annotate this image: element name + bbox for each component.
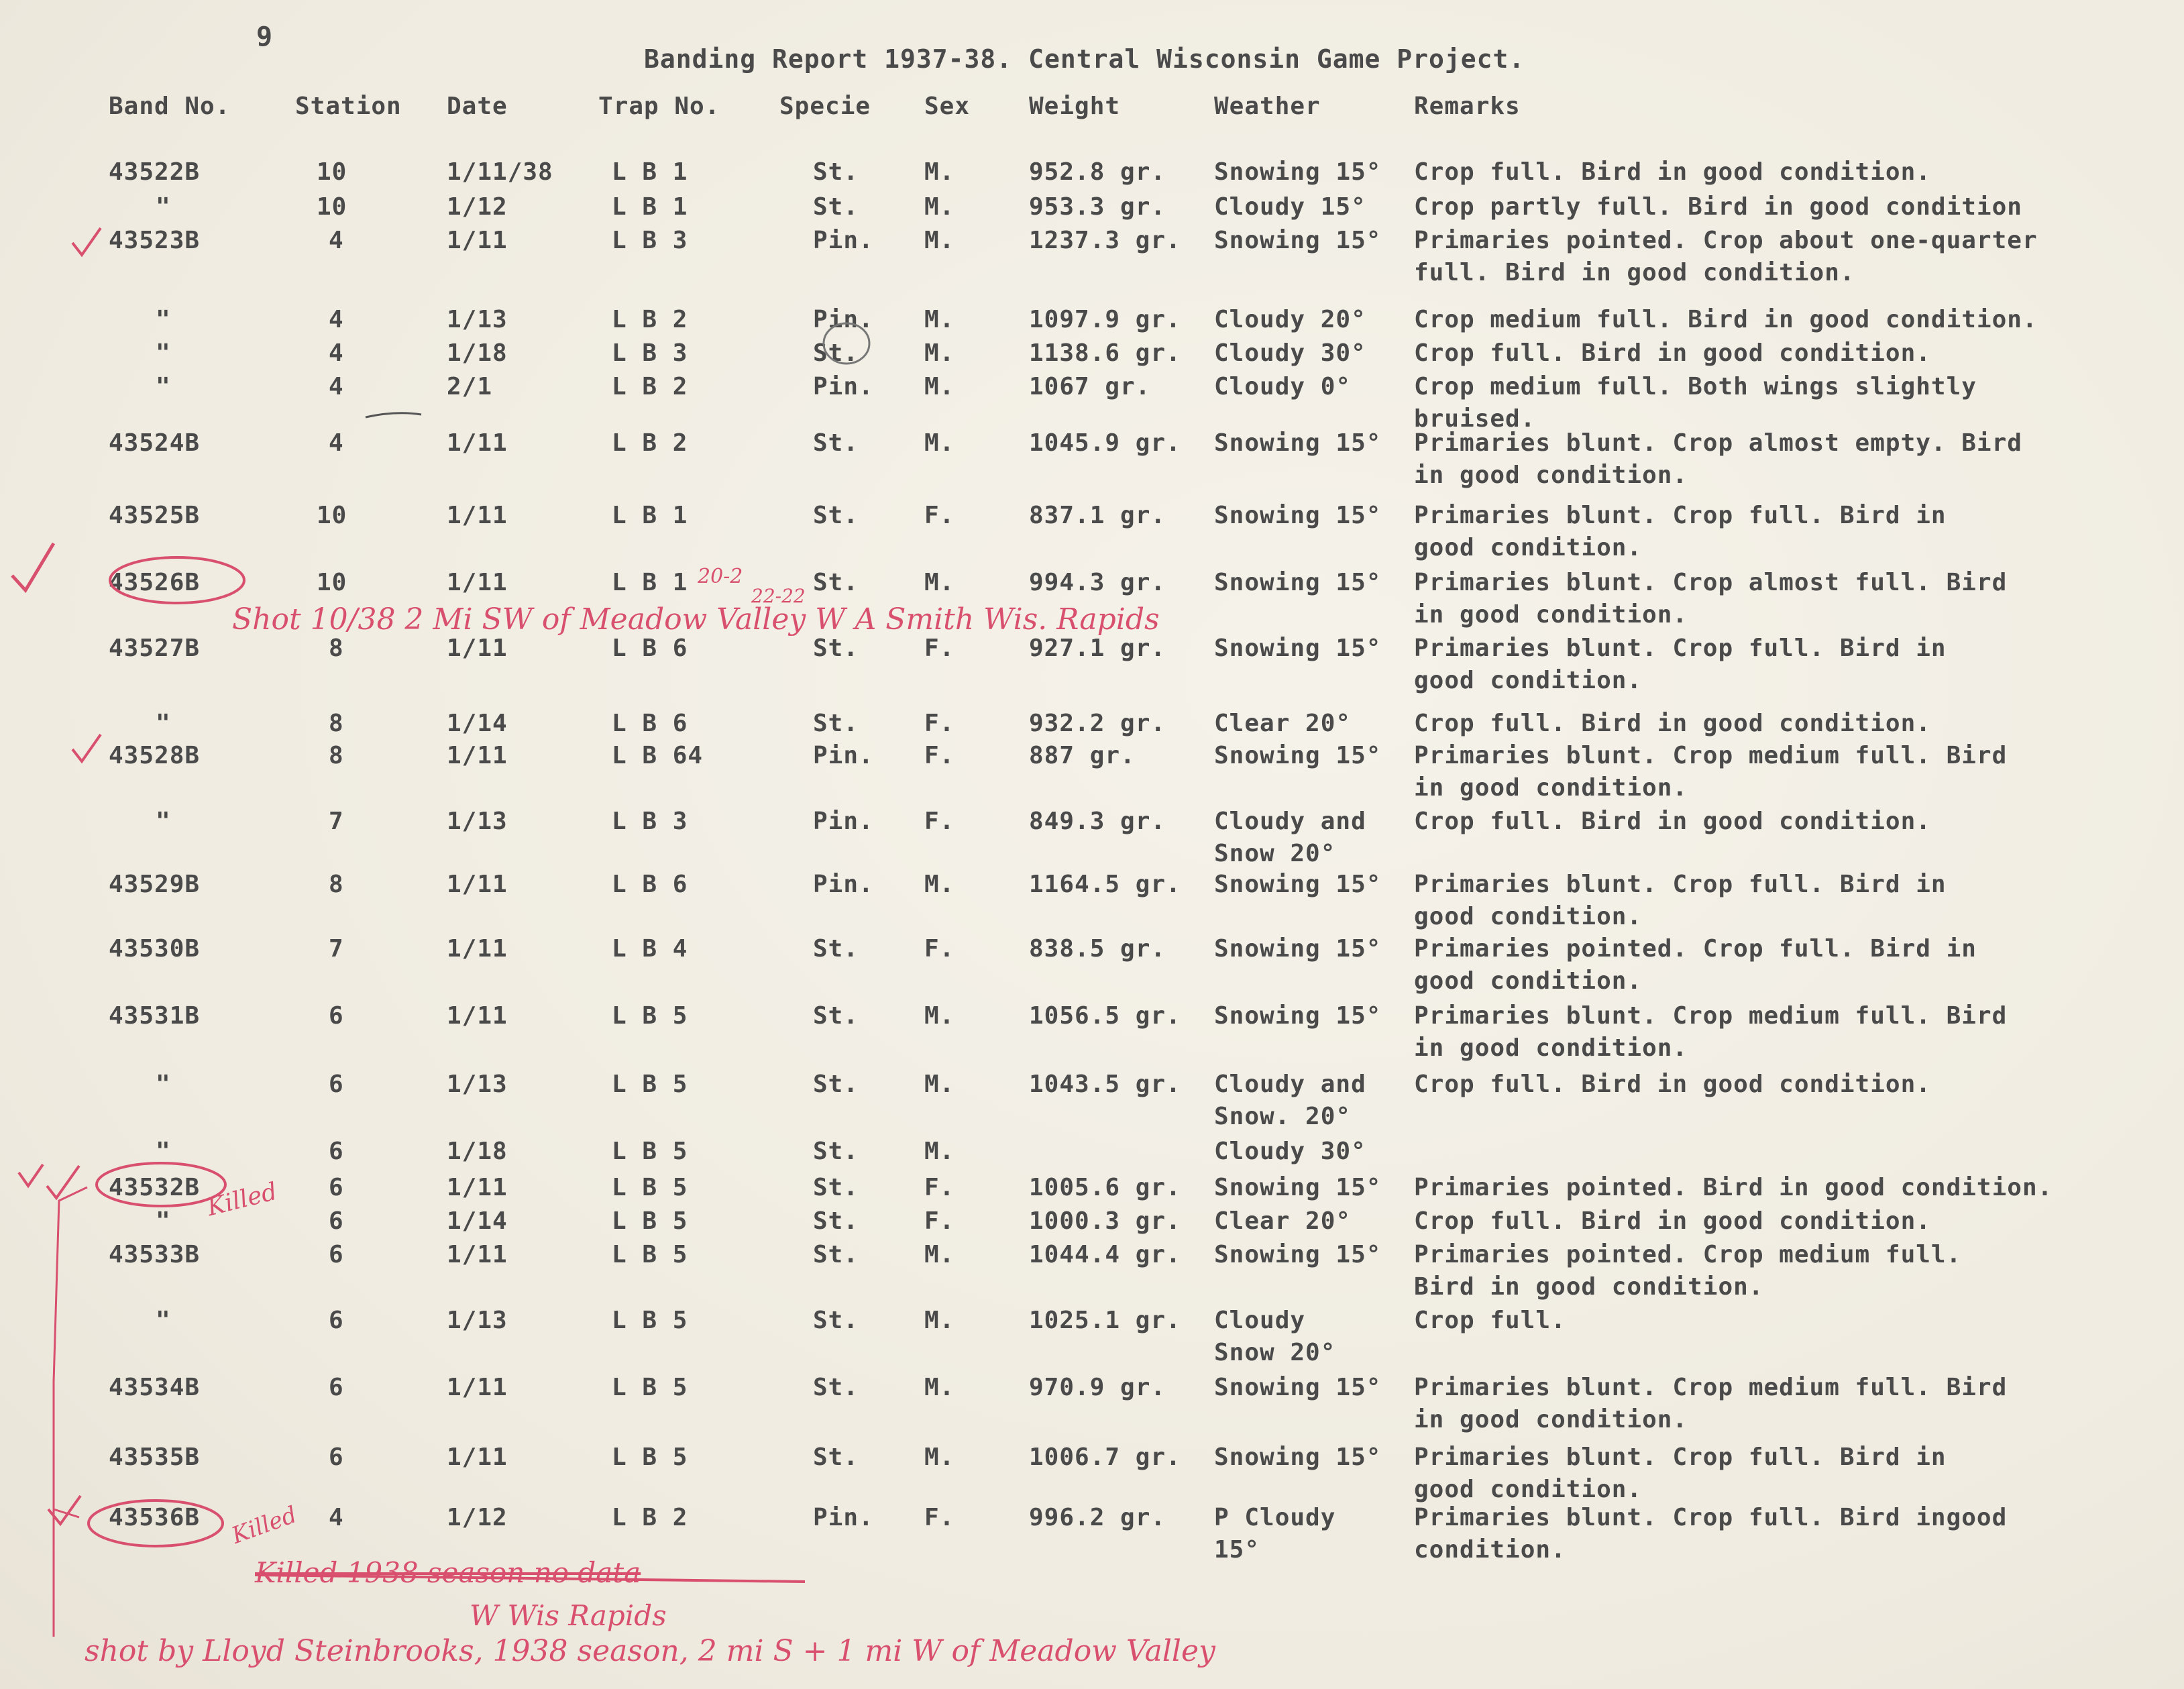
cell-band-no: 43536B bbox=[109, 1504, 201, 1531]
cell-specie: Pin. bbox=[813, 1504, 874, 1531]
cell-date: 1/18 bbox=[447, 339, 508, 367]
cell-sex: M. bbox=[924, 1138, 955, 1165]
cell-remarks: Primaries blunt. Crop medium full. Bird bbox=[1414, 1374, 2008, 1401]
cell-station: 6 bbox=[329, 1241, 344, 1268]
cell-weight: 927.1 gr. bbox=[1029, 635, 1166, 662]
cell-remarks: Primaries pointed. Bird in good condition. bbox=[1414, 1174, 2053, 1201]
cell-station: 7 bbox=[329, 935, 344, 963]
column-header-specie: Specie bbox=[779, 93, 871, 120]
cell-remarks: good condition. bbox=[1414, 903, 1643, 930]
cell-sex: F. bbox=[924, 808, 955, 835]
pencil-tick bbox=[366, 413, 421, 417]
cell-remarks: good condition. bbox=[1414, 967, 1643, 995]
specie-circle bbox=[824, 323, 869, 364]
cell-trap-no: L B 5 bbox=[612, 1138, 688, 1165]
cell-band-no: " bbox=[156, 1307, 171, 1334]
cell-date: 2/1 bbox=[447, 373, 493, 400]
annotation-killed: Killed bbox=[228, 1501, 301, 1549]
cell-weight: 970.9 gr. bbox=[1029, 1374, 1166, 1401]
cell-sex: M. bbox=[924, 1071, 955, 1098]
cell-specie: Pin. bbox=[813, 306, 874, 333]
cell-band-no: " bbox=[156, 1138, 171, 1165]
cell-remarks: Primaries blunt. Crop full. Bird in bbox=[1414, 502, 1947, 529]
cell-station: 10 bbox=[317, 158, 347, 186]
cell-weight: 952.8 gr. bbox=[1029, 158, 1166, 186]
cell-station: 4 bbox=[329, 339, 344, 367]
cell-trap-no: L B 2 bbox=[612, 429, 688, 457]
cell-weight: 1067 gr. bbox=[1029, 373, 1151, 400]
cell-specie: St. bbox=[813, 1241, 859, 1268]
cell-weight: 1138.6 gr. bbox=[1029, 339, 1181, 367]
cell-specie: St. bbox=[813, 502, 859, 529]
cell-weather: Cloudy 20° bbox=[1214, 306, 1366, 333]
cell-sex: M. bbox=[924, 158, 955, 186]
column-header-band-no: Band No. bbox=[109, 93, 231, 120]
cell-weight: 1043.5 gr. bbox=[1029, 1071, 1181, 1098]
annotation-shot-note: shot by Lloyd Steinbrooks, 1938 season, 2 mi S + 1 mi W of Meadow Valley bbox=[85, 1634, 1215, 1668]
cell-specie: St. bbox=[813, 1071, 859, 1098]
column-header-weather: Weather bbox=[1214, 93, 1321, 120]
cell-weather: Snowing 15° bbox=[1214, 1174, 1382, 1201]
check-mark bbox=[19, 1164, 43, 1186]
cell-sex: M. bbox=[924, 373, 955, 400]
cell-station: 6 bbox=[329, 1307, 344, 1334]
cell-specie: St. bbox=[813, 935, 859, 963]
cell-remarks: bruised. bbox=[1414, 405, 1536, 433]
check-mark bbox=[72, 228, 101, 255]
cell-weight: 1000.3 gr. bbox=[1029, 1207, 1181, 1235]
cell-remarks: Crop full. Bird in good condition. bbox=[1414, 158, 1931, 186]
cell-trap-no: L B 5 bbox=[612, 1174, 688, 1201]
cell-weight: 932.2 gr. bbox=[1029, 710, 1166, 737]
cell-band-no: " bbox=[156, 808, 171, 835]
cell-trap-no: L B 1 bbox=[612, 569, 688, 596]
cell-weather: Snowing 15° bbox=[1214, 871, 1382, 898]
cell-band-no: 43522B bbox=[109, 158, 201, 186]
cell-weight: 849.3 gr. bbox=[1029, 808, 1166, 835]
cell-date: 1/11 bbox=[447, 1443, 508, 1471]
cell-specie: St. bbox=[813, 635, 859, 662]
cell-weather: Cloudy and bbox=[1214, 808, 1366, 835]
cell-weight: 837.1 gr. bbox=[1029, 502, 1166, 529]
cell-weather: Snowing 15° bbox=[1214, 1443, 1382, 1471]
cell-station: 4 bbox=[329, 429, 344, 457]
cell-weight: 887 gr. bbox=[1029, 742, 1136, 769]
cell-sex: M. bbox=[924, 306, 955, 333]
cell-specie: St. bbox=[813, 569, 859, 596]
cell-station: 6 bbox=[329, 1443, 344, 1471]
cell-sex: F. bbox=[924, 742, 955, 769]
cell-weather: Clear 20° bbox=[1214, 1207, 1352, 1235]
cell-weather: Snowing 15° bbox=[1214, 635, 1382, 662]
cell-trap-no: L B 5 bbox=[612, 1207, 688, 1235]
cell-trap-no: L B 64 bbox=[612, 742, 704, 769]
cell-remarks: Crop full. Bird in good condition. bbox=[1414, 339, 1931, 367]
cell-remarks: Crop full. Bird in good condition. bbox=[1414, 710, 1931, 737]
cell-band-no: 43529B bbox=[109, 871, 201, 898]
cell-station: 8 bbox=[329, 710, 344, 737]
cell-trap-no: L B 5 bbox=[612, 1002, 688, 1030]
cell-weight: 1044.4 gr. bbox=[1029, 1241, 1181, 1268]
page-title: Banding Report 1937-38. Central Wisconsin Game Project. bbox=[644, 44, 1525, 74]
cell-trap-no: L B 5 bbox=[612, 1307, 688, 1334]
cell-sex: F. bbox=[924, 935, 955, 963]
cell-trap-no: L B 2 bbox=[612, 1504, 688, 1531]
cell-date: 1/12 bbox=[447, 193, 508, 221]
cell-band-no: 43525B bbox=[109, 502, 201, 529]
cell-band-no: " bbox=[156, 339, 171, 367]
cell-specie: St. bbox=[813, 1207, 859, 1235]
cell-weather: Cloudy 30° bbox=[1214, 339, 1366, 367]
cell-weight: 953.3 gr. bbox=[1029, 193, 1166, 221]
cell-date: 1/11 bbox=[447, 1002, 508, 1030]
cell-weight: 1025.1 gr. bbox=[1029, 1307, 1181, 1334]
cell-band-no: " bbox=[156, 193, 171, 221]
cell-weather: Snowing 15° bbox=[1214, 227, 1382, 254]
cell-remarks: Primaries pointed. Crop about one-quarter bbox=[1414, 227, 2038, 254]
cell-remarks: Primaries pointed. Crop medium full. bbox=[1414, 1241, 1962, 1268]
cell-date: 1/11 bbox=[447, 935, 508, 963]
cell-weather: Snow 20° bbox=[1214, 840, 1336, 867]
cell-trap-no: L B 5 bbox=[612, 1071, 688, 1098]
cell-station: 10 bbox=[317, 193, 347, 221]
column-header-station: Station bbox=[295, 93, 402, 120]
cell-station: 8 bbox=[329, 742, 344, 769]
cell-trap-no: L B 2 bbox=[612, 306, 688, 333]
cell-weight: 1097.9 gr. bbox=[1029, 306, 1181, 333]
cell-band-no: " bbox=[156, 1207, 171, 1235]
cell-specie: St. bbox=[813, 1138, 859, 1165]
cell-date: 1/11 bbox=[447, 1241, 508, 1268]
cell-trap-no: L B 6 bbox=[612, 710, 688, 737]
cell-remarks: good condition. bbox=[1414, 534, 1643, 561]
cell-station: 6 bbox=[329, 1374, 344, 1401]
cell-specie: St. bbox=[813, 1002, 859, 1030]
bracket-line bbox=[54, 1187, 87, 1637]
cell-remarks: Crop full. bbox=[1414, 1307, 1566, 1334]
cell-sex: M. bbox=[924, 1307, 955, 1334]
cell-station: 6 bbox=[329, 1002, 344, 1030]
cell-band-no: 43524B bbox=[109, 429, 201, 457]
cell-station: 8 bbox=[329, 871, 344, 898]
cell-date: 1/11 bbox=[447, 871, 508, 898]
cell-specie: St. bbox=[813, 339, 859, 367]
cell-specie: Pin. bbox=[813, 227, 874, 254]
column-header-trap-no: Trap No. bbox=[598, 93, 720, 120]
cell-trap-no: L B 5 bbox=[612, 1241, 688, 1268]
cell-remarks: Primaries pointed. Crop full. Bird in bbox=[1414, 935, 1977, 963]
cell-remarks: Primaries blunt. Crop full. Bird in bbox=[1414, 1443, 1947, 1471]
cell-weather: Snowing 15° bbox=[1214, 502, 1382, 529]
cell-sex: F. bbox=[924, 1207, 955, 1235]
page-number: 9 bbox=[256, 21, 274, 52]
cell-remarks: Crop full. Bird in good condition. bbox=[1414, 1207, 1931, 1235]
annotation-struck-note: Killed 1938 season no data bbox=[255, 1556, 641, 1589]
cell-date: 1/11 bbox=[447, 635, 508, 662]
cell-remarks: good condition. bbox=[1414, 667, 1643, 694]
cell-remarks: Crop full. Bird in good condition. bbox=[1414, 1071, 1931, 1098]
cell-date: 1/11 bbox=[447, 502, 508, 529]
cell-weather: 15° bbox=[1214, 1536, 1260, 1564]
cell-remarks: Crop medium full. Bird in good condition. bbox=[1414, 306, 2038, 333]
cell-sex: F. bbox=[924, 1504, 955, 1531]
cell-band-no: " bbox=[156, 306, 171, 333]
cell-trap-no: L B 6 bbox=[612, 871, 688, 898]
cell-station: 6 bbox=[329, 1174, 344, 1201]
cell-band-no: " bbox=[156, 710, 171, 737]
cell-specie: Pin. bbox=[813, 373, 874, 400]
annotation-shot-note: Shot 10/38 2 Mi SW of Meadow Valley W A Smith Wis. Rapids bbox=[232, 602, 1160, 637]
cell-band-no: 43534B bbox=[109, 1374, 201, 1401]
cell-date: 1/13 bbox=[447, 1071, 508, 1098]
cell-date: 1/11 bbox=[447, 1174, 508, 1201]
cell-trap-no: L B 3 bbox=[612, 808, 688, 835]
cell-weight: 1164.5 gr. bbox=[1029, 871, 1181, 898]
cell-station: 4 bbox=[329, 1504, 344, 1531]
cell-trap-no: L B 3 bbox=[612, 227, 688, 254]
column-header-remarks: Remarks bbox=[1414, 93, 1521, 120]
cell-station: 8 bbox=[329, 635, 344, 662]
cell-weather: Snowing 15° bbox=[1214, 429, 1382, 457]
cell-trap-no: L B 3 bbox=[612, 339, 688, 367]
cell-trap-no: L B 2 bbox=[612, 373, 688, 400]
cell-remarks: full. Bird in good condition. bbox=[1414, 259, 1855, 286]
cell-specie: St. bbox=[813, 710, 859, 737]
cell-band-no: 43532B bbox=[109, 1174, 201, 1201]
cell-remarks: in good condition. bbox=[1414, 1406, 1688, 1433]
cell-band-no: " bbox=[156, 1071, 171, 1098]
band-circle bbox=[89, 1501, 223, 1546]
annotation-note: 20-2 bbox=[698, 565, 743, 588]
cell-weather: Cloudy bbox=[1214, 1307, 1306, 1334]
cell-weather: Snowing 15° bbox=[1214, 1002, 1382, 1030]
cell-weight: 996.2 gr. bbox=[1029, 1504, 1166, 1531]
cell-remarks: in good condition. bbox=[1414, 461, 1688, 489]
cell-sex: M. bbox=[924, 429, 955, 457]
cell-weather: Snowing 15° bbox=[1214, 742, 1382, 769]
cell-weather: Snowing 15° bbox=[1214, 569, 1382, 596]
cell-station: 6 bbox=[329, 1138, 344, 1165]
cell-sex: M. bbox=[924, 1002, 955, 1030]
cell-date: 1/13 bbox=[447, 1307, 508, 1334]
column-header-date: Date bbox=[447, 93, 508, 120]
cell-weight: 1045.9 gr. bbox=[1029, 429, 1181, 457]
cell-specie: St. bbox=[813, 1174, 859, 1201]
cell-sex: M. bbox=[924, 227, 955, 254]
cell-band-no: 43523B bbox=[109, 227, 201, 254]
cell-band-no: 43526B bbox=[109, 569, 201, 596]
cell-remarks: Primaries blunt. Crop almost empty. Bird bbox=[1414, 429, 2022, 457]
cell-trap-no: L B 4 bbox=[612, 935, 688, 963]
cell-weather: Cloudy 15° bbox=[1214, 193, 1366, 221]
cell-specie: St. bbox=[813, 193, 859, 221]
cell-band-no: 43531B bbox=[109, 1002, 201, 1030]
cell-specie: St. bbox=[813, 1307, 859, 1334]
cell-weather: Cloudy and bbox=[1214, 1071, 1366, 1098]
cell-sex: M. bbox=[924, 569, 955, 596]
cell-specie: St. bbox=[813, 1443, 859, 1471]
cell-sex: M. bbox=[924, 193, 955, 221]
cell-trap-no: L B 5 bbox=[612, 1374, 688, 1401]
cell-band-no: 43528B bbox=[109, 742, 201, 769]
cell-weather: Snowing 15° bbox=[1214, 1241, 1382, 1268]
cell-station: 7 bbox=[329, 808, 344, 835]
cell-band-no: " bbox=[156, 373, 171, 400]
cell-date: 1/11 bbox=[447, 1374, 508, 1401]
cell-remarks: Primaries blunt. Crop almost full. Bird bbox=[1414, 569, 2008, 596]
cell-band-no: 43530B bbox=[109, 935, 201, 963]
cell-date: 1/11 bbox=[447, 569, 508, 596]
cell-weight: 1005.6 gr. bbox=[1029, 1174, 1181, 1201]
cell-specie: Pin. bbox=[813, 808, 874, 835]
cell-station: 4 bbox=[329, 227, 344, 254]
check-mark bbox=[72, 734, 101, 761]
cell-specie: St. bbox=[813, 429, 859, 457]
cell-remarks: Crop partly full. Bird in good condition bbox=[1414, 193, 2022, 221]
cell-remarks: Primaries blunt. Crop medium full. Bird bbox=[1414, 742, 2008, 769]
column-header-sex: Sex bbox=[924, 93, 971, 120]
cell-sex: F. bbox=[924, 502, 955, 529]
cell-date: 1/11 bbox=[447, 429, 508, 457]
cell-weather: Snow 20° bbox=[1214, 1339, 1336, 1366]
cell-trap-no: L B 5 bbox=[612, 1443, 688, 1471]
cell-specie: St. bbox=[813, 158, 859, 186]
cell-weather: Snowing 15° bbox=[1214, 158, 1382, 186]
cell-sex: M. bbox=[924, 339, 955, 367]
cell-station: 6 bbox=[329, 1071, 344, 1098]
cell-trap-no: L B 1 bbox=[612, 158, 688, 186]
cell-band-no: 43527B bbox=[109, 635, 201, 662]
cell-weather: Snow. 20° bbox=[1214, 1103, 1352, 1130]
cell-specie: Pin. bbox=[813, 742, 874, 769]
cell-sex: F. bbox=[924, 710, 955, 737]
check-mark bbox=[12, 543, 54, 590]
cell-weight: 994.3 gr. bbox=[1029, 569, 1166, 596]
cell-band-no: 43535B bbox=[109, 1443, 201, 1471]
cell-weather: Cloudy 0° bbox=[1214, 373, 1352, 400]
annotation-note: 22-22 bbox=[751, 585, 806, 607]
cell-sex: F. bbox=[924, 1174, 955, 1201]
cell-sex: M. bbox=[924, 1374, 955, 1401]
cell-remarks: Primaries blunt. Crop medium full. Bird bbox=[1414, 1002, 2008, 1030]
cell-station: 4 bbox=[329, 373, 344, 400]
cell-remarks: condition. bbox=[1414, 1536, 1566, 1564]
cell-date: 1/14 bbox=[447, 710, 508, 737]
cell-sex: M. bbox=[924, 871, 955, 898]
cell-remarks: Primaries blunt. Crop full. Bird in bbox=[1414, 871, 1947, 898]
cell-trap-no: L B 1 bbox=[612, 193, 688, 221]
cell-remarks: Primaries blunt. Crop full. Bird in bbox=[1414, 635, 1947, 662]
cell-remarks: in good condition. bbox=[1414, 774, 1688, 802]
cell-weather: Clear 20° bbox=[1214, 710, 1352, 737]
cell-remarks: Primaries blunt. Crop full. Bird ingood bbox=[1414, 1504, 2008, 1531]
cell-date: 1/18 bbox=[447, 1138, 508, 1165]
cell-station: 4 bbox=[329, 306, 344, 333]
cell-date: 1/11 bbox=[447, 227, 508, 254]
cell-weather: Cloudy 30° bbox=[1214, 1138, 1366, 1165]
cell-remarks: good condition. bbox=[1414, 1476, 1643, 1503]
cell-remarks: in good condition. bbox=[1414, 1034, 1688, 1062]
cell-weight: 838.5 gr. bbox=[1029, 935, 1166, 963]
cell-date: 1/13 bbox=[447, 306, 508, 333]
cell-date: 1/12 bbox=[447, 1504, 508, 1531]
cell-weight: 1237.3 gr. bbox=[1029, 227, 1181, 254]
cell-remarks: in good condition. bbox=[1414, 601, 1688, 629]
cell-station: 6 bbox=[329, 1207, 344, 1235]
cell-specie: St. bbox=[813, 1374, 859, 1401]
annotation-killed: Killed bbox=[204, 1177, 280, 1222]
cell-weather: P Cloudy bbox=[1214, 1504, 1336, 1531]
cell-trap-no: L B 1 bbox=[612, 502, 688, 529]
cell-remarks: Crop full. Bird in good condition. bbox=[1414, 808, 1931, 835]
cell-station: 10 bbox=[317, 569, 347, 596]
cell-remarks: Bird in good condition. bbox=[1414, 1273, 1764, 1301]
cell-band-no: 43533B bbox=[109, 1241, 201, 1268]
cell-specie: Pin. bbox=[813, 871, 874, 898]
cell-trap-no: L B 6 bbox=[612, 635, 688, 662]
cell-date: 1/11/38 bbox=[447, 158, 553, 186]
cell-date: 1/14 bbox=[447, 1207, 508, 1235]
cell-weather: Snowing 15° bbox=[1214, 935, 1382, 963]
cell-date: 1/11 bbox=[447, 742, 508, 769]
cell-weight: 1056.5 gr. bbox=[1029, 1002, 1181, 1030]
cell-sex: F. bbox=[924, 635, 955, 662]
cell-remarks: Crop medium full. Both wings slightly bbox=[1414, 373, 1977, 400]
column-header-weight: Weight bbox=[1029, 93, 1121, 120]
band-circle bbox=[110, 557, 244, 603]
cell-date: 1/13 bbox=[447, 808, 508, 835]
cell-weight: 1006.7 gr. bbox=[1029, 1443, 1181, 1471]
annotation-location: W Wis Rapids bbox=[470, 1599, 667, 1632]
cell-weather: Snowing 15° bbox=[1214, 1374, 1382, 1401]
cell-station: 10 bbox=[317, 502, 347, 529]
cell-sex: M. bbox=[924, 1443, 955, 1471]
cell-sex: M. bbox=[924, 1241, 955, 1268]
